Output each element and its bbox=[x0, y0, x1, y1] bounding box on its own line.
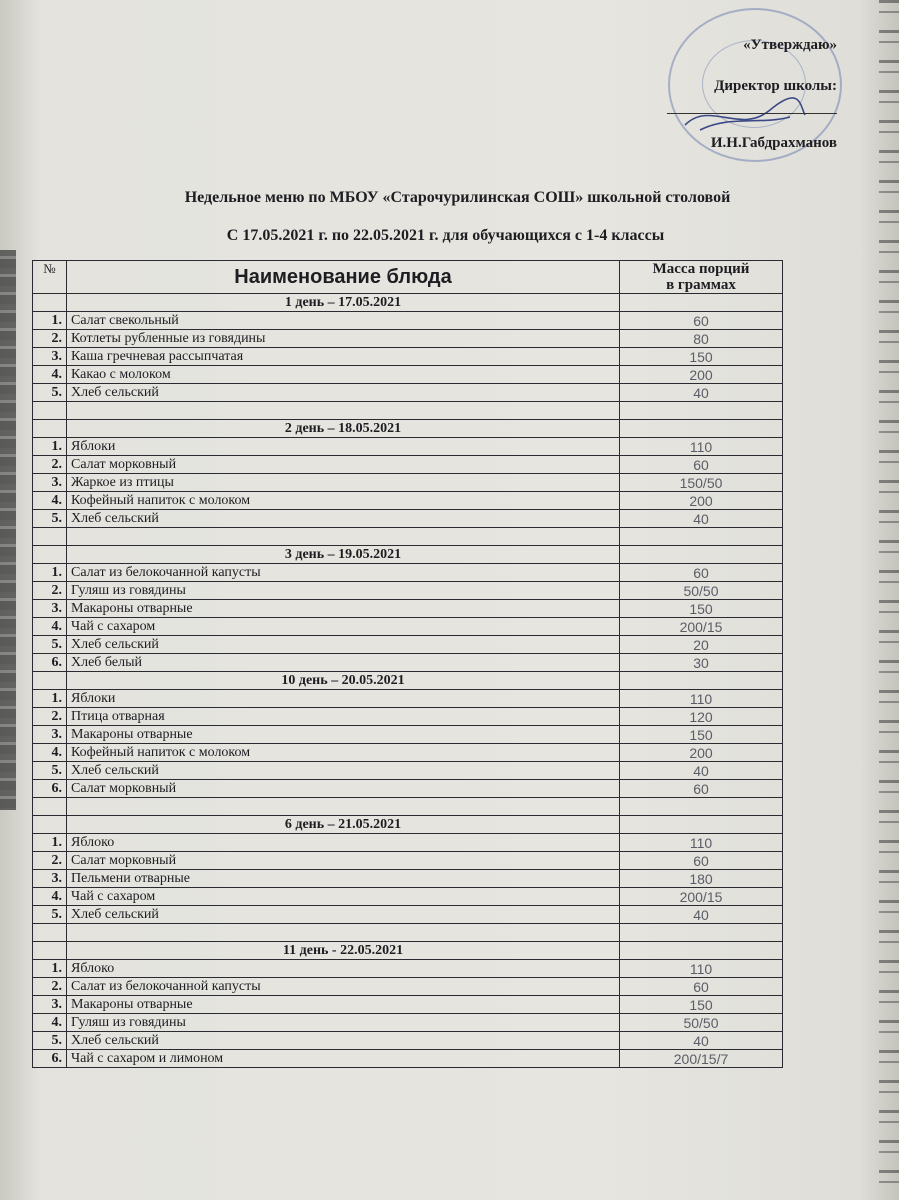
portion-mass: 60 bbox=[620, 780, 783, 798]
table-row bbox=[33, 456, 783, 474]
item-number: 5. bbox=[33, 384, 67, 402]
blank-cell bbox=[33, 798, 67, 816]
portion-mass: 150 bbox=[620, 348, 783, 366]
item-number: 5. bbox=[33, 906, 67, 924]
blank-cell bbox=[620, 402, 783, 420]
day-header-row bbox=[33, 294, 783, 312]
dish-name: Салат свекольный bbox=[67, 312, 620, 330]
table-row bbox=[33, 312, 783, 330]
dish-name: Какао с молоком bbox=[67, 366, 620, 384]
dish-name: Хлеб сельский bbox=[67, 762, 620, 780]
day-header-blank bbox=[33, 942, 67, 960]
table-row bbox=[33, 960, 783, 978]
dish-name: Хлеб сельский bbox=[67, 1032, 620, 1050]
portion-mass: 200/15 bbox=[620, 618, 783, 636]
blank-row bbox=[33, 924, 783, 942]
blank-cell bbox=[33, 528, 67, 546]
day-header-blank bbox=[620, 672, 783, 690]
table-row bbox=[33, 1050, 783, 1068]
table-row bbox=[33, 636, 783, 654]
day-header-row bbox=[33, 546, 783, 564]
item-number: 4. bbox=[33, 1014, 67, 1032]
table-row bbox=[33, 762, 783, 780]
menu-table bbox=[32, 260, 783, 1068]
item-number: 3. bbox=[33, 474, 67, 492]
portion-mass: 200/15 bbox=[620, 888, 783, 906]
header-mass-line1: Масса порций bbox=[652, 261, 750, 277]
dish-name: Гуляш из говядины bbox=[67, 582, 620, 600]
table-row bbox=[33, 582, 783, 600]
item-number: 4. bbox=[33, 366, 67, 384]
signer-name: И.Н.Габдрахманов bbox=[710, 135, 837, 151]
scan-edge-left bbox=[0, 250, 16, 810]
item-number: 3. bbox=[33, 726, 67, 744]
blank-cell bbox=[33, 924, 67, 942]
table-row bbox=[33, 906, 783, 924]
blank-cell bbox=[33, 402, 67, 420]
document-subtitle: С 17.05.2021 г. по 22.05.2021 г. для обучающихся с 1-4 классы bbox=[226, 227, 665, 244]
item-number: 2. bbox=[33, 330, 67, 348]
table-row bbox=[33, 564, 783, 582]
item-number: 2. bbox=[33, 582, 67, 600]
director-label: Директор школы: bbox=[714, 78, 837, 94]
item-number: 2. bbox=[33, 978, 67, 996]
item-number: 6. bbox=[33, 1050, 67, 1068]
signature-line bbox=[667, 112, 837, 114]
dish-name: Макароны отварные bbox=[67, 726, 620, 744]
table-row bbox=[33, 492, 783, 510]
table-row bbox=[33, 726, 783, 744]
item-number: 3. bbox=[33, 870, 67, 888]
portion-mass: 200/15/7 bbox=[620, 1050, 783, 1068]
dish-name: Каша гречневая рассыпчатая bbox=[67, 348, 620, 366]
day-header-blank bbox=[33, 294, 67, 312]
header-dish-name: Наименование блюда bbox=[67, 261, 620, 294]
blank-row bbox=[33, 798, 783, 816]
dish-name: Хлеб сельский bbox=[67, 906, 620, 924]
item-number: 6. bbox=[33, 780, 67, 798]
item-number: 1. bbox=[33, 834, 67, 852]
portion-mass: 50/50 bbox=[620, 1014, 783, 1032]
table-row bbox=[33, 870, 783, 888]
approval-block bbox=[617, 30, 837, 151]
portion-mass: 110 bbox=[620, 834, 783, 852]
day-header-row bbox=[33, 672, 783, 690]
header-mass-line2: в граммах bbox=[666, 277, 736, 293]
table-row bbox=[33, 1032, 783, 1050]
table-row bbox=[33, 834, 783, 852]
day-label: 6 день – 21.05.2021 bbox=[67, 816, 620, 834]
dish-name: Чай с сахаром bbox=[67, 888, 620, 906]
item-number: 2. bbox=[33, 852, 67, 870]
item-number: 5. bbox=[33, 762, 67, 780]
day-label: 1 день – 17.05.2021 bbox=[67, 294, 620, 312]
day-header-blank bbox=[620, 942, 783, 960]
item-number: 1. bbox=[33, 312, 67, 330]
item-number: 1. bbox=[33, 564, 67, 582]
header-portion-mass bbox=[620, 261, 783, 294]
table-row bbox=[33, 384, 783, 402]
table-row bbox=[33, 618, 783, 636]
table-row bbox=[33, 690, 783, 708]
item-number: 4. bbox=[33, 618, 67, 636]
item-number: 1. bbox=[33, 438, 67, 456]
dish-name: Макароны отварные bbox=[67, 996, 620, 1014]
blank-cell bbox=[67, 528, 620, 546]
item-number: 1. bbox=[33, 690, 67, 708]
portion-mass: 200 bbox=[620, 744, 783, 762]
day-header-blank bbox=[33, 420, 67, 438]
dish-name: Салат морковный bbox=[67, 456, 620, 474]
portion-mass: 150/50 bbox=[620, 474, 783, 492]
day-header-blank bbox=[33, 672, 67, 690]
table-row bbox=[33, 708, 783, 726]
table-row bbox=[33, 1014, 783, 1032]
item-number: 2. bbox=[33, 708, 67, 726]
portion-mass: 60 bbox=[620, 312, 783, 330]
dish-name: Котлеты рубленные из говядины bbox=[67, 330, 620, 348]
approve-label: «Утверждаю» bbox=[743, 37, 837, 53]
dish-name: Яблоко bbox=[67, 960, 620, 978]
header-number: № bbox=[33, 261, 67, 294]
table-row bbox=[33, 474, 783, 492]
day-label: 3 день – 19.05.2021 bbox=[67, 546, 620, 564]
table-row bbox=[33, 852, 783, 870]
day-label: 11 день - 22.05.2021 bbox=[67, 942, 620, 960]
dish-name: Пельмени отварные bbox=[67, 870, 620, 888]
dish-name: Кофейный напиток с молоком bbox=[67, 492, 620, 510]
table-header-row bbox=[33, 261, 783, 294]
blank-cell bbox=[620, 924, 783, 942]
portion-mass: 120 bbox=[620, 708, 783, 726]
item-number: 1. bbox=[33, 960, 67, 978]
table-row bbox=[33, 366, 783, 384]
item-number: 6. bbox=[33, 654, 67, 672]
item-number: 5. bbox=[33, 510, 67, 528]
blank-row bbox=[33, 528, 783, 546]
item-number: 5. bbox=[33, 636, 67, 654]
dish-name: Яблоки bbox=[67, 690, 620, 708]
dish-name: Хлеб сельский bbox=[67, 510, 620, 528]
table-row bbox=[33, 438, 783, 456]
portion-mass: 20 bbox=[620, 636, 783, 654]
day-header-blank bbox=[33, 816, 67, 834]
item-number: 3. bbox=[33, 348, 67, 366]
day-header-row bbox=[33, 942, 783, 960]
day-header-blank bbox=[620, 294, 783, 312]
portion-mass: 40 bbox=[620, 1032, 783, 1050]
scan-edge-right bbox=[879, 0, 899, 1200]
dish-name: Хлеб сельский bbox=[67, 384, 620, 402]
item-number: 4. bbox=[33, 492, 67, 510]
item-number: 4. bbox=[33, 744, 67, 762]
dish-name: Кофейный напиток с молоком bbox=[67, 744, 620, 762]
portion-mass: 200 bbox=[620, 366, 783, 384]
table-row bbox=[33, 348, 783, 366]
table-row bbox=[33, 510, 783, 528]
item-number: 4. bbox=[33, 888, 67, 906]
dish-name: Яблоки bbox=[67, 438, 620, 456]
portion-mass: 50/50 bbox=[620, 582, 783, 600]
day-header-blank bbox=[33, 546, 67, 564]
portion-mass: 60 bbox=[620, 456, 783, 474]
blank-cell bbox=[67, 402, 620, 420]
portion-mass: 150 bbox=[620, 600, 783, 618]
table-row bbox=[33, 996, 783, 1014]
portion-mass: 150 bbox=[620, 996, 783, 1014]
dish-name: Чай с сахаром bbox=[67, 618, 620, 636]
day-header-blank bbox=[620, 420, 783, 438]
dish-name: Гуляш из говядины bbox=[67, 1014, 620, 1032]
item-number: 5. bbox=[33, 1032, 67, 1050]
day-header-blank bbox=[620, 816, 783, 834]
dish-name: Салат морковный bbox=[67, 780, 620, 798]
dish-name: Салат из белокочанной капусты bbox=[67, 978, 620, 996]
table-row bbox=[33, 780, 783, 798]
table-row bbox=[33, 654, 783, 672]
portion-mass: 40 bbox=[620, 384, 783, 402]
dish-name: Макароны отварные bbox=[67, 600, 620, 618]
dish-name: Яблоко bbox=[67, 834, 620, 852]
day-label: 10 день – 20.05.2021 bbox=[67, 672, 620, 690]
dish-name: Жаркое из птицы bbox=[67, 474, 620, 492]
portion-mass: 30 bbox=[620, 654, 783, 672]
blank-cell bbox=[67, 798, 620, 816]
menu-table-body bbox=[33, 294, 783, 1068]
portion-mass: 110 bbox=[620, 690, 783, 708]
dish-name: Птица отварная bbox=[67, 708, 620, 726]
dish-name: Салат из белокочанной капусты bbox=[67, 564, 620, 582]
blank-row bbox=[33, 402, 783, 420]
document-title: Недельное меню по МБОУ «Старочурилинская СОШ» школьной столовой bbox=[184, 189, 731, 206]
day-header-blank bbox=[620, 546, 783, 564]
blank-cell bbox=[67, 924, 620, 942]
portion-mass: 180 bbox=[620, 870, 783, 888]
dish-name: Хлеб сельский bbox=[67, 636, 620, 654]
dish-name: Чай с сахаром и лимоном bbox=[67, 1050, 620, 1068]
table-row bbox=[33, 330, 783, 348]
portion-mass: 40 bbox=[620, 906, 783, 924]
table-row bbox=[33, 888, 783, 906]
blank-cell bbox=[620, 528, 783, 546]
item-number: 3. bbox=[33, 996, 67, 1014]
item-number: 2. bbox=[33, 456, 67, 474]
portion-mass: 40 bbox=[620, 762, 783, 780]
table-row bbox=[33, 978, 783, 996]
portion-mass: 60 bbox=[620, 852, 783, 870]
portion-mass: 150 bbox=[620, 726, 783, 744]
dish-name: Хлеб белый bbox=[67, 654, 620, 672]
item-number: 3. bbox=[33, 600, 67, 618]
portion-mass: 60 bbox=[620, 564, 783, 582]
portion-mass: 110 bbox=[620, 438, 783, 456]
table-row bbox=[33, 600, 783, 618]
day-label: 2 день – 18.05.2021 bbox=[67, 420, 620, 438]
table-row bbox=[33, 744, 783, 762]
portion-mass: 200 bbox=[620, 492, 783, 510]
day-header-row bbox=[33, 420, 783, 438]
day-header-row bbox=[33, 816, 783, 834]
portion-mass: 80 bbox=[620, 330, 783, 348]
portion-mass: 60 bbox=[620, 978, 783, 996]
blank-cell bbox=[620, 798, 783, 816]
portion-mass: 110 bbox=[620, 960, 783, 978]
dish-name: Салат морковный bbox=[67, 852, 620, 870]
portion-mass: 40 bbox=[620, 510, 783, 528]
